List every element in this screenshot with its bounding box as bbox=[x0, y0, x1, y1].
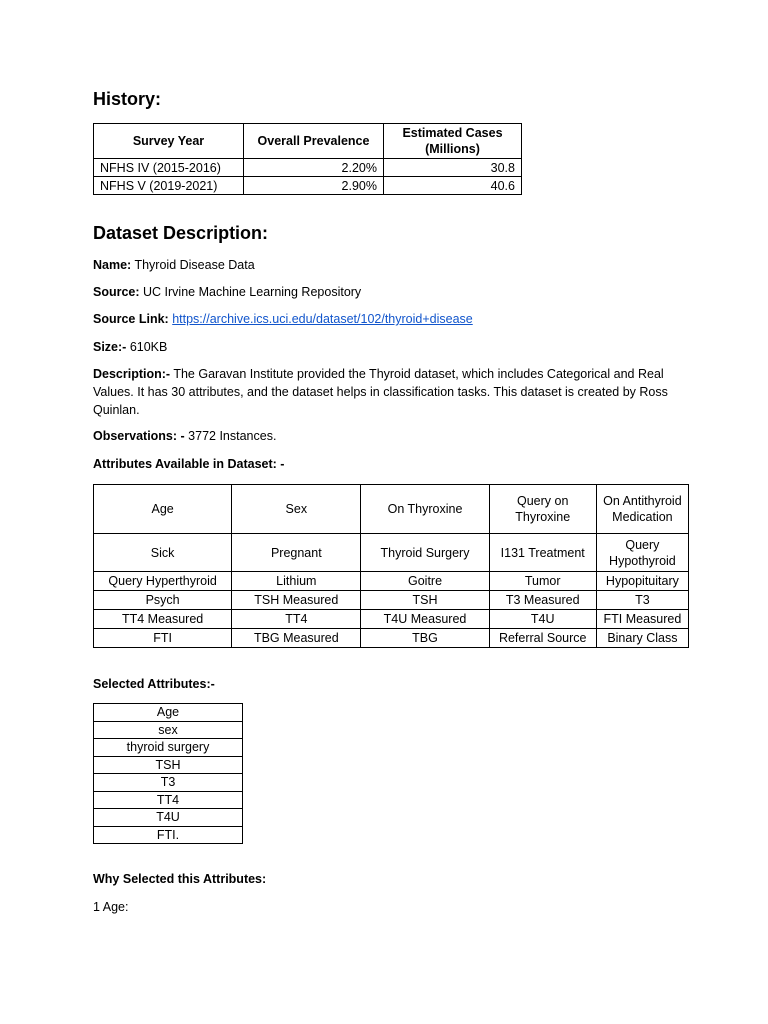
table-row bbox=[94, 721, 243, 739]
source-link[interactable]: https://archive.ics.uci.edu/dataset/102/thyroid+disease bbox=[172, 312, 473, 326]
attribute-cell: FTI Measured bbox=[596, 610, 688, 629]
table-row bbox=[94, 629, 689, 648]
table-row bbox=[94, 809, 243, 827]
attribute-cell: Referral Source bbox=[489, 629, 596, 648]
table-cell: 40.6 bbox=[384, 177, 522, 195]
attribute-cell: Psych bbox=[94, 591, 232, 610]
attribute-cell: TT4 Measured bbox=[94, 610, 232, 629]
attribute-cell: Sex bbox=[232, 485, 361, 534]
table-row bbox=[94, 159, 522, 177]
attribute-cell: Lithium bbox=[232, 572, 361, 591]
attribute-cell: Sick bbox=[94, 534, 232, 572]
attribute-cell: T4U bbox=[489, 610, 596, 629]
selected-attribute-cell: FTI. bbox=[94, 826, 243, 844]
table-row bbox=[94, 485, 689, 534]
table-row bbox=[94, 774, 243, 792]
observations-line bbox=[93, 427, 673, 445]
attribute-cell: FTI bbox=[94, 629, 232, 648]
selected-attribute-cell: Age bbox=[94, 704, 243, 722]
why-heading: Why Selected this Attributes: bbox=[93, 872, 267, 886]
table-row bbox=[94, 791, 243, 809]
attribute-cell: Thyroid Surgery bbox=[361, 534, 489, 572]
attribute-cell: TSH Measured bbox=[232, 591, 361, 610]
attribute-cell: On Thyroxine bbox=[361, 485, 489, 534]
source-label: Source: bbox=[93, 285, 140, 299]
table-cell: NFHS IV (2015-2016) bbox=[94, 159, 244, 177]
attributes-table bbox=[93, 484, 689, 648]
history-table bbox=[93, 123, 522, 195]
attribute-cell: Pregnant bbox=[232, 534, 361, 572]
attribute-cell: T3 bbox=[596, 591, 688, 610]
column-header: Estimated Cases (Millions) bbox=[384, 124, 522, 159]
attribute-cell: I131 Treatment bbox=[489, 534, 596, 572]
table-row bbox=[94, 610, 689, 629]
table-cell: 30.8 bbox=[384, 159, 522, 177]
size-value: 610KB bbox=[126, 340, 168, 354]
source-line bbox=[93, 283, 673, 301]
table-row bbox=[94, 572, 689, 591]
table-row bbox=[94, 591, 689, 610]
table-header-row bbox=[94, 124, 522, 159]
attribute-cell: Goitre bbox=[361, 572, 489, 591]
selected-attributes-table bbox=[93, 703, 243, 844]
name-value: Thyroid Disease Data bbox=[131, 258, 255, 272]
attribute-cell: TBG bbox=[361, 629, 489, 648]
attribute-cell: Hypopituitary bbox=[596, 572, 688, 591]
attribute-cell: T3 Measured bbox=[489, 591, 596, 610]
selected-attribute-cell: TSH bbox=[94, 756, 243, 774]
selected-attribute-cell: T3 bbox=[94, 774, 243, 792]
attribute-cell: TSH bbox=[361, 591, 489, 610]
name-line bbox=[93, 256, 673, 274]
dataset-heading: Dataset Description: bbox=[93, 223, 269, 243]
table-row bbox=[94, 704, 243, 722]
attribute-cell: Age bbox=[94, 485, 232, 534]
why-item-1: 1 Age: bbox=[93, 900, 129, 914]
source-value: UC Irvine Machine Learning Repository bbox=[139, 285, 362, 299]
source-link-line bbox=[93, 310, 673, 328]
attribute-cell: Query Hyperthyroid bbox=[94, 572, 232, 591]
description-text: The Garavan Institute provided the Thyroid dataset, which includes Categorical and Real Values. It has 30 attributes, and the dataset helps in classification tasks. This dataset is created by Ross Quinlan. bbox=[93, 367, 668, 417]
observations-label: Observations: - bbox=[93, 429, 185, 443]
size-line bbox=[93, 338, 673, 356]
attribute-cell: Binary Class bbox=[596, 629, 688, 648]
table-row bbox=[94, 739, 243, 757]
selected-attribute-cell: thyroid surgery bbox=[94, 739, 243, 757]
attribute-cell: TBG Measured bbox=[232, 629, 361, 648]
size-label: Size:- bbox=[93, 340, 127, 354]
observations-value: 3772 Instances. bbox=[184, 429, 277, 443]
attribute-cell: T4U Measured bbox=[361, 610, 489, 629]
table-row bbox=[94, 756, 243, 774]
source-link-label: Source Link: bbox=[93, 312, 169, 326]
attribute-cell: Query Hypothyroid bbox=[596, 534, 688, 572]
attribute-cell: On Antithyroid Medication bbox=[596, 485, 688, 534]
attribute-cell: Tumor bbox=[489, 572, 596, 591]
table-row bbox=[94, 534, 689, 572]
table-cell: 2.90% bbox=[244, 177, 384, 195]
selected-attribute-cell: TT4 bbox=[94, 791, 243, 809]
description-paragraph bbox=[93, 365, 673, 419]
selected-heading: Selected Attributes:- bbox=[93, 677, 215, 691]
table-row bbox=[94, 826, 243, 844]
attribute-cell: TT4 bbox=[232, 610, 361, 629]
history-heading: History: bbox=[93, 89, 162, 109]
table-row bbox=[94, 177, 522, 195]
column-header: Survey Year bbox=[94, 124, 244, 159]
table-cell: 2.20% bbox=[244, 159, 384, 177]
table-cell: NFHS V (2019-2021) bbox=[94, 177, 244, 195]
attributes-heading: Attributes Available in Dataset: - bbox=[93, 457, 285, 471]
selected-attribute-cell: sex bbox=[94, 721, 243, 739]
attribute-cell: Query on Thyroxine bbox=[489, 485, 596, 534]
description-label: Description:- bbox=[93, 367, 171, 381]
selected-attribute-cell: T4U bbox=[94, 809, 243, 827]
name-label: Name: bbox=[93, 258, 132, 272]
column-header: Overall Prevalence bbox=[244, 124, 384, 159]
